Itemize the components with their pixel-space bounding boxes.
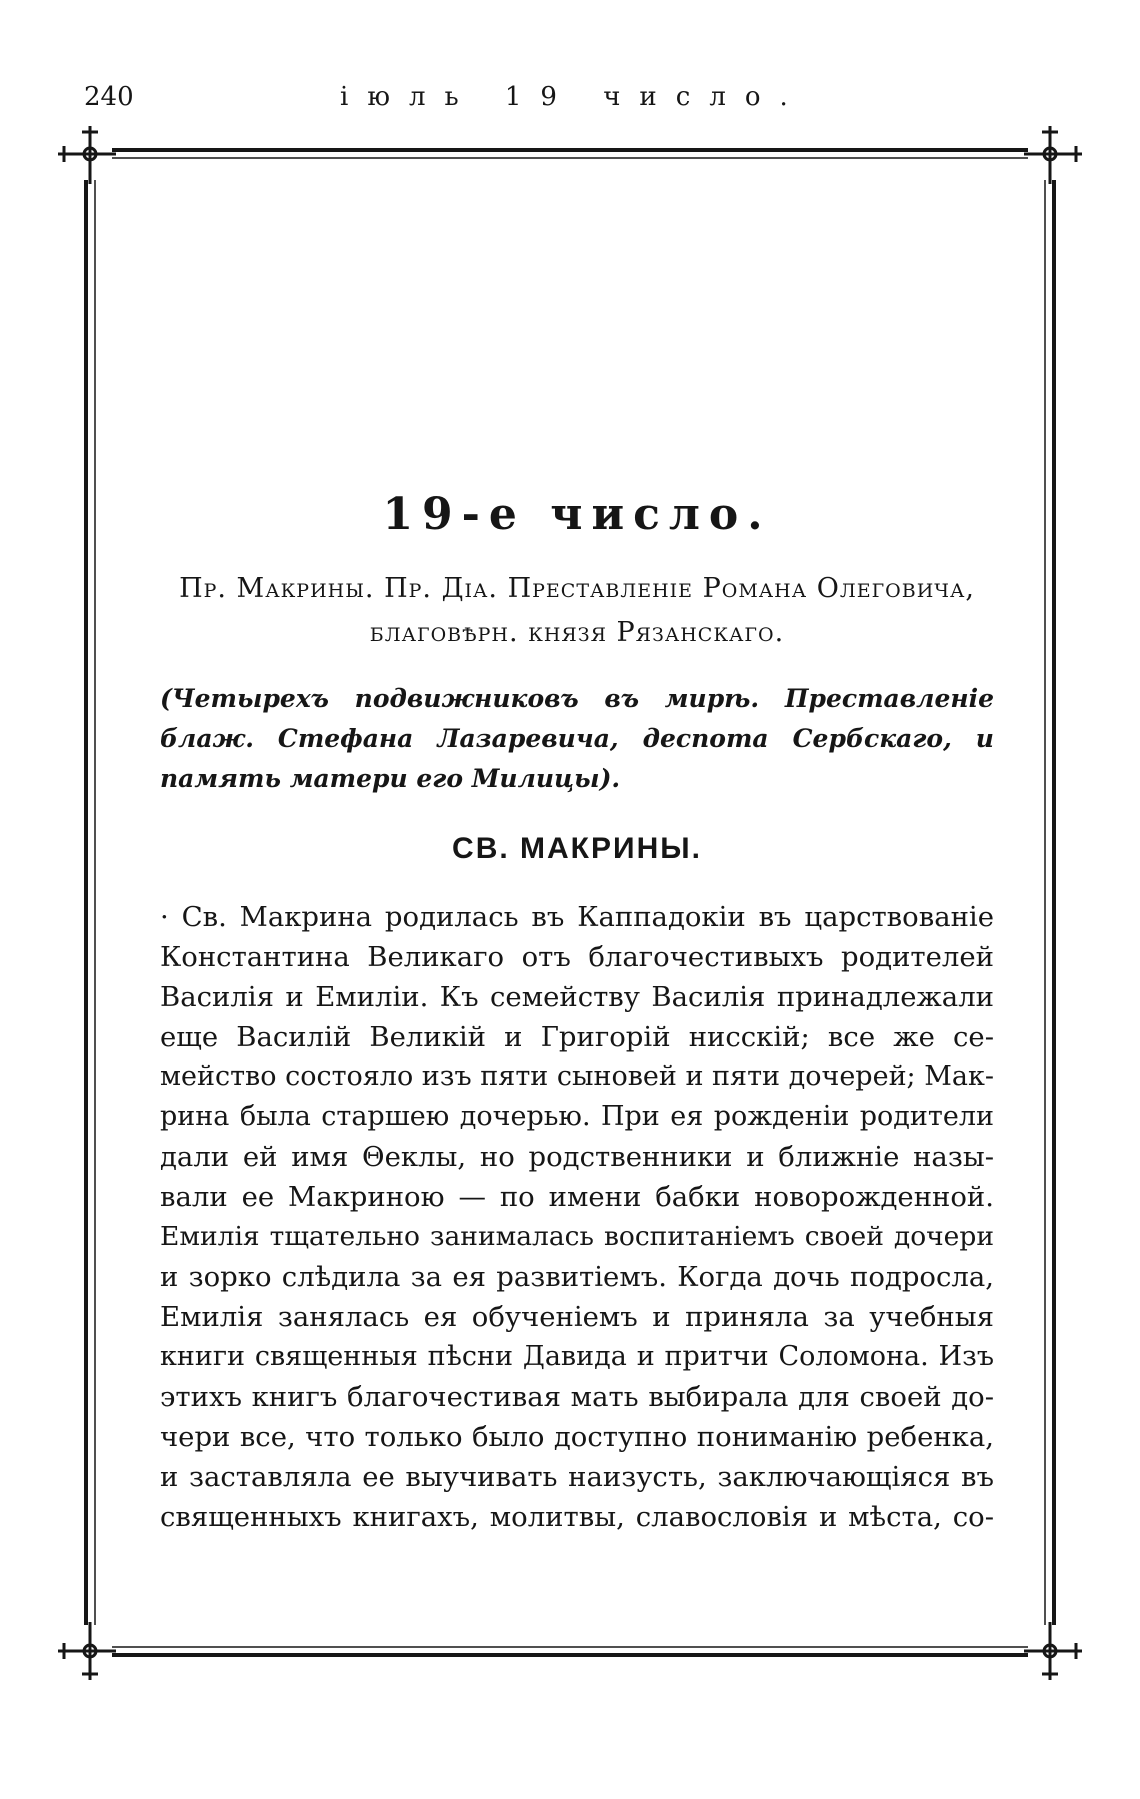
italic-line: (Четырехъ подвижниковъ въ мирѣ. Преставленіе <box>160 684 994 713</box>
text-line: дали ей имя Θеклы, но родственники и ближніе назы- <box>160 1141 994 1173</box>
text-line: и зорко слѣдила за ея развитіемъ. Когда дочь подросла, <box>160 1261 994 1293</box>
running-head <box>0 82 1140 122</box>
corner-ornament-top-left <box>58 126 116 184</box>
chapter-title: 19-е число. <box>382 489 772 540</box>
commemoration-line: Пр. Макрины. Пр. Діа. Преставленіе Романа Олеговича, <box>179 573 975 604</box>
text-line: Емилія тщательно занималась воспитаніемъ своей дочери <box>160 1221 994 1252</box>
running-title: іюль 19 число. <box>340 82 807 112</box>
italic-line: память матери его Милицы). <box>160 764 621 793</box>
page-number: 240 <box>84 82 134 112</box>
text-line: Василія и Емиліи. Къ семейству Василія принадлежали <box>160 981 994 1013</box>
text-line: и заставляла ее выучивать наизусть, заключающіяся въ <box>160 1461 994 1493</box>
corner-ornament-bottom-left <box>58 1622 116 1680</box>
page-content <box>160 485 994 1537</box>
corner-ornament-bottom-right <box>1024 1622 1082 1680</box>
text-line: этихъ книгъ благочестивая мать выбирала для своей до- <box>160 1381 994 1413</box>
text-line: вали ее Макриною — по имени бабки новорожденной. <box>160 1181 994 1213</box>
italic-line: блаж. Стефана Лазаревича, деспота Сербскаго, и <box>160 724 994 753</box>
text-line: Константина Великаго отъ благочестивыхъ родителей <box>160 941 994 973</box>
text-line: рина была старшею дочерью. При ея рожденіи родители <box>160 1101 994 1132</box>
corner-ornament-top-right <box>1024 126 1082 184</box>
text-line: еще Василій Великій и Григорій нисскій; все же се- <box>160 1021 994 1053</box>
text-line: Емилія занялась ея обученіемъ и приняла за учебныя <box>160 1301 994 1333</box>
text-line: священныхъ книгахъ, молитвы, славословія и мѣста, со- <box>160 1501 994 1533</box>
commemoration-line: благовѣрн. князя Рязанскаго. <box>369 617 785 648</box>
text-line: чери все, что только было доступно пониманію ребенка, <box>160 1421 994 1453</box>
commemorations <box>160 567 994 655</box>
text-line: · Св. Макрина родилась въ Каппадокіи въ царствованіе <box>160 901 994 933</box>
body-text <box>160 897 994 1537</box>
text-line: книги священныя пѣсни Давида и притчи Соломона. Изъ <box>160 1341 994 1372</box>
section-title: СВ. МАКРИНЫ. <box>452 832 702 865</box>
text-line: мейство состояло изъ пяти сыновей и пяти дочерей; Мак- <box>160 1061 994 1092</box>
commemorations-italic <box>160 679 994 799</box>
